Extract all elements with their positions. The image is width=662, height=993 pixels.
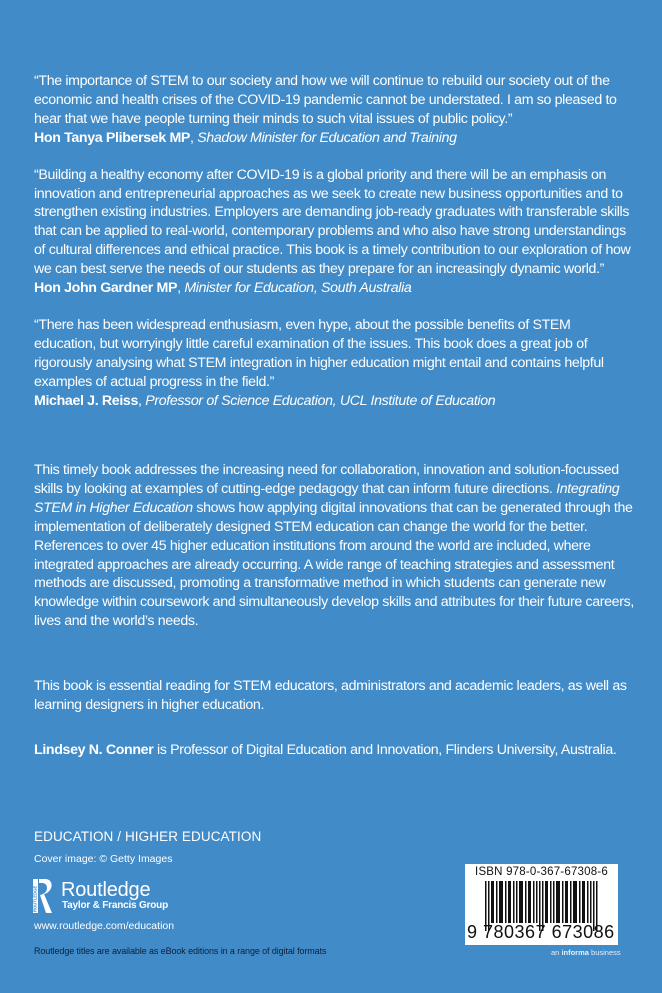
endorsement-3 xyxy=(34,316,634,411)
endorser-name: Michael J. Reiss xyxy=(34,392,139,409)
book-title: Integrating STEM in Higher Education xyxy=(34,480,620,516)
isbn-barcode xyxy=(465,864,618,945)
endorser-name: Hon Tanya Plibersek MP xyxy=(34,129,191,146)
quote-attribution xyxy=(34,392,634,411)
informa-brand: informa xyxy=(561,948,589,957)
quote-attribution xyxy=(34,129,634,148)
separator: , xyxy=(190,129,198,146)
publisher-name-block xyxy=(61,880,168,912)
svg-text:ROUTLEDGE: ROUTLEDGE xyxy=(33,885,38,912)
ebook-note: Routledge titles are available as eBook editions in a range of digital formats xyxy=(34,946,327,956)
quote-text: “The importance of STEM to our society and how we will continue to rebuild our society out of the economic and health crises of the COVID-19 pandemic cannot be understated. I am so pleased to hear that we have people turning their minds to such vital issues of public policy.” xyxy=(34,73,617,127)
quote-text: “There has been widespread enthusiasm, even hype, about the possible benefits of STEM education, but worryingly little careful examination of the issues. This book does a great job of rigorously analysing what STEM integration in higher education might entail and contains helpful examples of actual progress in the field.” xyxy=(34,316,604,390)
endorser-role: Minister for Education, South Australia xyxy=(184,280,412,297)
author-bio-text: is Professor of Digital Education and Innovation, Flinders University, Australia. xyxy=(153,742,617,758)
isbn-label: ISBN 978-0-367-67308-6 xyxy=(475,866,608,878)
audience-statement: This book is essential reading for STEM educators, administrators and academic leaders, as well as learning designers in higher education. xyxy=(34,678,627,713)
quote-attribution xyxy=(34,279,634,298)
endorser-name: Hon John Gardner MP xyxy=(34,280,178,297)
routledge-r-icon xyxy=(33,879,53,913)
publisher-url[interactable]: www.routledge.com/education xyxy=(34,920,175,932)
publisher-group: Taylor & Francis Group xyxy=(62,900,168,911)
subject-category: EDUCATION / HIGHER EDUCATION xyxy=(34,829,262,844)
publisher-logo xyxy=(33,879,168,913)
endorsement-2 xyxy=(34,166,634,298)
barcode-digits: 9 780367 673086 xyxy=(467,922,615,942)
quote-text: “Building a healthy economy after COVID-19 is a global priority and there will be an emphasis on innovation and entrepreneurial approaches as we seek to create new business opportunities and to strengthen existing industries. Employers are demanding job-ready graduates with transferable skills that can be applied to real-world, contemporary problems and who also have strong understandings of cultural differences and ethical practice. This book is a timely contribution to our exploration of how we can best serve the needs of our students as they prepare for an increasingly dynamic world.” xyxy=(34,166,631,278)
endorsement-1 xyxy=(34,72,634,148)
endorsements xyxy=(34,72,634,429)
cover-credit: Cover image: © Getty Images xyxy=(34,853,173,865)
author-bio xyxy=(34,741,634,760)
book-description xyxy=(34,461,634,631)
separator: , xyxy=(177,280,185,297)
informa-prefix: an xyxy=(551,948,562,957)
endorser-role: Professor of Science Education, UCL Institute of Education xyxy=(145,392,496,409)
description-text: This timely book addresses the increasing need for collaboration, innovation and solution-focussed skills by looking at examples of cutting-edge pedagogy that can inform future directions. xyxy=(34,462,619,497)
publisher-name: Routledge xyxy=(61,879,151,901)
informa-suffix: business xyxy=(588,948,621,957)
separator: , xyxy=(138,392,146,409)
informa-tagline xyxy=(551,948,621,957)
description-text: shows how applying digital innovations that can be generated through the implementation of deliberately designed STEM education can change the world for the better. References to over 45 higher education institutions from around the world are included, where integrated approaches are already occurring. A wide range of teaching strategies and assessment methods are discussed, promoting a transformative method in which students can generate new knowledge within coursework and simultaneously develop skills and attributes for their future careers, lives and the world’s needs. xyxy=(34,499,634,630)
endorser-role: Shadow Minister for Education and Training xyxy=(197,129,457,146)
author-name: Lindsey N. Conner xyxy=(34,742,154,758)
